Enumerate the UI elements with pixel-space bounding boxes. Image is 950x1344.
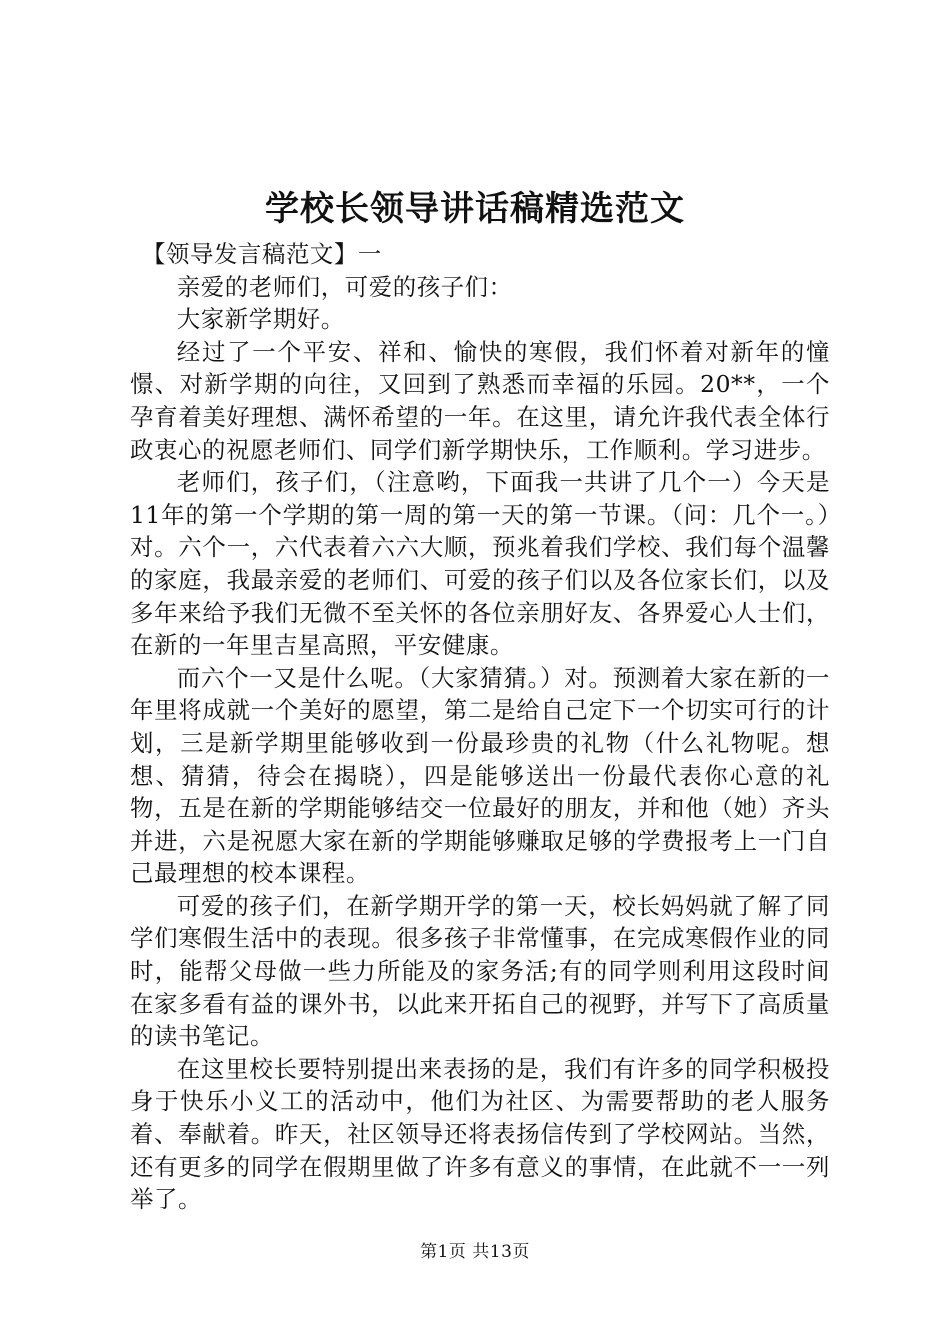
document-title: 学校长领导讲话稿精选范文 [265,189,685,229]
document-body [130,238,830,1216]
section-heading: 【领导发言稿范文】一 [142,240,382,268]
greeting-line: 大家新学期好。 [176,305,345,334]
paragraph: 经过了一个平安、祥和、愉快的寒假，我们怀着对新年的憧憬、对新学期的向往，又回到了熟悉而幸福的乐园。20**，一个孕育着美好理想、满怀希望的一年。在这里，请允许我代表全体行政衷心的祝愿老师们、同学们新学期快乐，工作顺利。学习进步。 [130,337,830,464]
paragraph: 而六个一又是什么呢。（大家猜猜。）对。预测着大家在新的一年里将成就一个美好的愿望，第二是给自己定下一个切实可行的计划，三是新学期里能够收到一份最珍贵的礼物（什么礼物呢。想想、猜猜，待会在揭晓），四是能够送出一份最代表你心意的礼物，五是在新的学期能够结交一位最好的朋友，并和他（她）齐头并进，六是祝愿大家在新的学期能够赚取足够的学费报考上一门自己最理想的校本课程。 [130,663,830,888]
page-number-footer: 第1页 共13页 [420,1242,530,1262]
paragraph: 在这里校长要特别提出来表扬的是，我们有许多的同学积极投身于快乐小义工的活动中，他们为社区、为需要帮助的老人服务着、奉献着。昨天，社区领导还将表扬信传到了学校网站。当然，还有更多的同学在假期里做了许多有意义的事情，在此就不一一列举了。 [130,1054,830,1214]
paragraph: 可爱的孩子们，在新学期开学的第一天，校长妈妈就了解了同学们寒假生活中的表现。很多孩子非常懂事，在完成寒假作业的同时，能帮父母做一些力所能及的家务活;有的同学则利用这段时间在家多看有益的课外书，以此来开拓自己的视野，并写下了高质量的读书笔记。 [130,891,830,1051]
paragraph: 老师们，孩子们，（注意哟，下面我一共讲了几个一）今天是11年的第一个学期的第一周的第一天的第一节课。（问：几个一。）对。六个一，六代表着六六大顺，预兆着我们学校、我们每个温馨的家庭，我最亲爱的老师们、可爱的孩子们以及各位家长们，以及多年来给予我们无微不至关怀的各位亲朋好友、各界爱心人士们，在新的一年里吉星高照，平安健康。 [130,468,830,660]
salutation-line: 亲爱的老师们，可爱的孩子们： [176,272,513,301]
